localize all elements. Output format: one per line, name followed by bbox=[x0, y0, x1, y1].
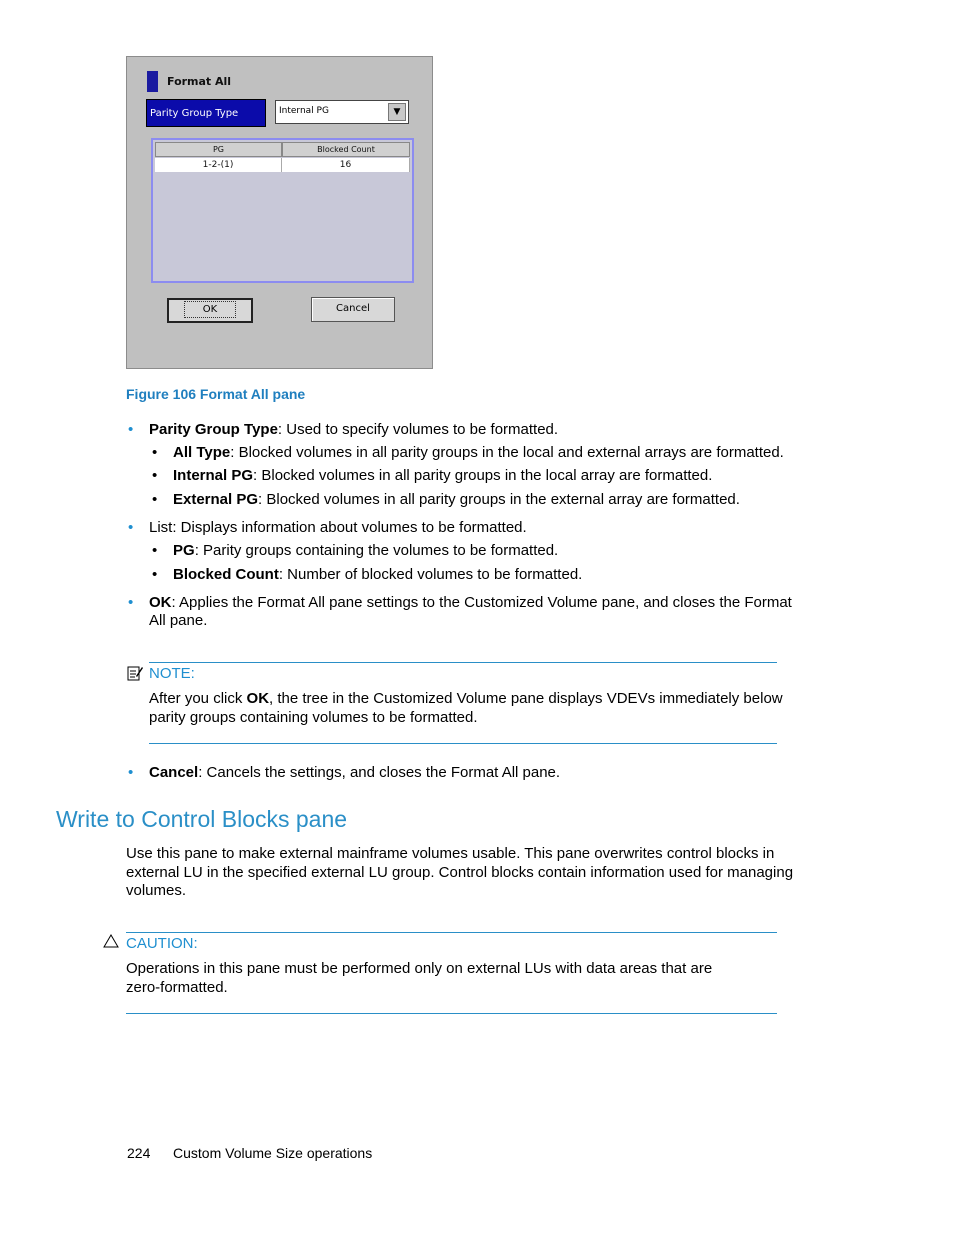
term: Parity Group Type bbox=[149, 421, 278, 438]
list-item bbox=[152, 491, 740, 508]
column-header-blocked-count[interactable]: Blocked Count bbox=[282, 142, 410, 157]
caution-top-rule bbox=[126, 932, 777, 933]
term: Blocked Count bbox=[173, 566, 279, 583]
caution-bottom-rule bbox=[126, 1013, 777, 1014]
caution-icon bbox=[103, 934, 119, 948]
description: : Used to specify volumes to be formatted. bbox=[277, 421, 559, 438]
list-item bbox=[152, 444, 784, 461]
title-marker bbox=[147, 71, 158, 92]
note-text bbox=[149, 690, 783, 707]
description-continued: All pane. bbox=[149, 612, 208, 629]
term: External PG bbox=[173, 491, 259, 508]
bullet-icon: • bbox=[152, 566, 158, 583]
paragraph-line: external LU in the specified external LU group. Control blocks contain information used for managing bbox=[126, 864, 794, 881]
term: OK bbox=[149, 594, 172, 611]
section-heading: Write to Control Blocks pane bbox=[56, 806, 348, 832]
bullet-icon: • bbox=[128, 764, 134, 781]
bullet-icon: • bbox=[152, 491, 158, 508]
note-icon bbox=[127, 665, 143, 681]
term: PG bbox=[173, 542, 195, 559]
ok-button-label: OK bbox=[184, 301, 236, 318]
list-item bbox=[152, 467, 712, 484]
parity-group-type-label: Parity Group Type bbox=[146, 99, 266, 127]
caution-text-line2: zero-formatted. bbox=[126, 979, 228, 996]
description: : Parity groups containing the volumes to be formatted. bbox=[194, 542, 559, 559]
cancel-button[interactable]: Cancel bbox=[311, 297, 395, 322]
paragraph-line: Use this pane to make external mainframe volumes usable. This pane overwrites control blocks in bbox=[126, 845, 775, 862]
page-number: 224 bbox=[127, 1145, 151, 1161]
list-item bbox=[152, 566, 582, 583]
parity-group-type-value: Internal PG bbox=[279, 106, 329, 116]
term: All Type bbox=[173, 444, 231, 461]
term: Cancel bbox=[149, 764, 199, 781]
table-cell-pg[interactable]: 1-2-(1) bbox=[155, 158, 282, 172]
description: List: Displays information about volumes to be formatted. bbox=[149, 519, 527, 536]
bullet-icon: • bbox=[128, 421, 134, 438]
table-cell-blocked-count[interactable]: 16 bbox=[282, 158, 410, 172]
note-label: NOTE: bbox=[149, 665, 195, 682]
bullet-icon: • bbox=[152, 542, 158, 559]
description: : Blocked volumes in all parity groups in the local array are formatted. bbox=[253, 467, 713, 484]
list-item bbox=[152, 542, 558, 559]
description: : Blocked volumes in all parity groups in the external array are formatted. bbox=[258, 491, 740, 508]
caution-label: CAUTION: bbox=[126, 935, 198, 952]
pg-list[interactable] bbox=[151, 138, 414, 283]
column-header-pg[interactable]: PG bbox=[155, 142, 282, 157]
bullet-icon: • bbox=[152, 444, 158, 461]
description: : Cancels the settings, and closes the Format All pane. bbox=[198, 764, 561, 781]
note-text-post: , the tree in the Customized Volume pane displays VDEVs immediately below bbox=[269, 690, 783, 707]
window-title: Format All bbox=[167, 75, 232, 88]
ok-button[interactable] bbox=[167, 298, 253, 323]
chapter-title: Custom Volume Size operations bbox=[173, 1145, 373, 1161]
format-all-screenshot bbox=[126, 56, 433, 369]
description: : Applies the Format All pane settings to the Customized Volume pane, and closes the Format bbox=[171, 594, 792, 611]
caution-text: Operations in this pane must be performed only on external LUs with data areas that are bbox=[126, 960, 713, 977]
note-text-line2: parity groups containing volumes to be formatted. bbox=[149, 709, 478, 726]
note-bottom-rule bbox=[149, 743, 777, 744]
term: Internal PG bbox=[173, 467, 254, 484]
note-text-bold: OK bbox=[246, 690, 270, 707]
chevron-down-icon[interactable]: ▼ bbox=[388, 103, 406, 121]
list-item bbox=[128, 764, 560, 781]
figure-caption: Figure 106 Format All pane bbox=[126, 386, 306, 402]
list-item bbox=[128, 594, 792, 611]
description: : Number of blocked volumes to be formatted. bbox=[278, 566, 583, 583]
note-text-pre: After you click bbox=[149, 690, 247, 707]
bullet-icon: • bbox=[128, 594, 134, 611]
note-top-rule bbox=[149, 662, 777, 663]
bullet-icon: • bbox=[152, 467, 158, 484]
list-item bbox=[128, 519, 527, 536]
parity-group-type-select[interactable] bbox=[275, 100, 409, 124]
description: : Blocked volumes in all parity groups in the local and external arrays are formatted. bbox=[230, 444, 784, 461]
list-item bbox=[128, 421, 558, 438]
paragraph-line: volumes. bbox=[126, 882, 187, 899]
bullet-icon: • bbox=[128, 519, 134, 536]
